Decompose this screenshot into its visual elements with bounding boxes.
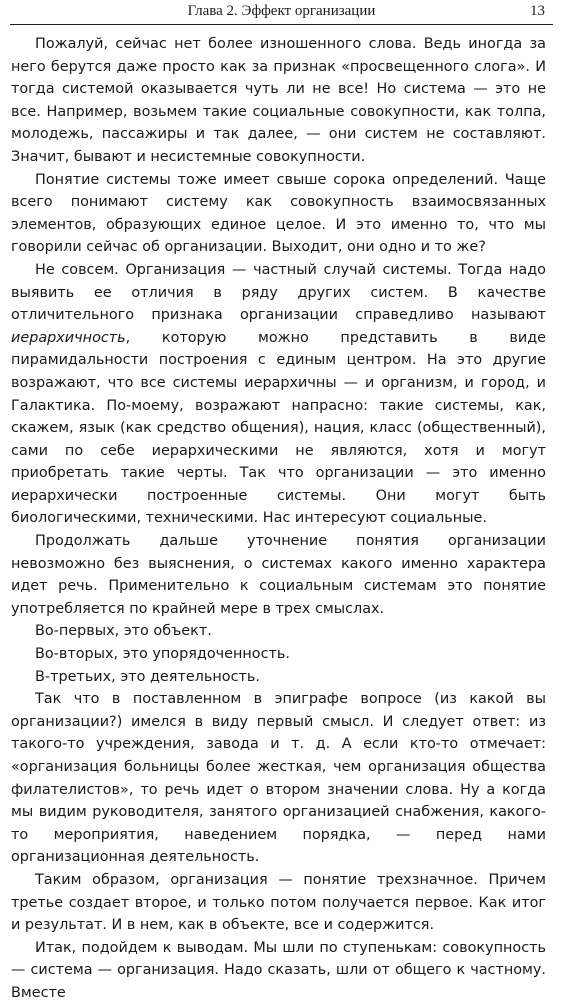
paragraph: Продолжать дальше уточнение понятия организации невозможно без выяснения, о системах какого именно характера идет речь. Применительно к социальным системам это понятие употребляется по крайней мере в трех смыслах. xyxy=(11,533,546,617)
chapter-title: Глава 2. Эффект организации xyxy=(187,3,376,19)
paragraph: Таким образом, организация — понятие трехзначное. Причем третье создает второе, и только потом получается первое. Как итог и результат. И в нем, как в объекте, все и содержится. xyxy=(11,871,546,934)
list-item: Во-вторых, это упорядоченность. xyxy=(35,646,290,663)
running-header xyxy=(10,0,553,25)
page-number: 13 xyxy=(530,3,545,19)
paragraph: Так что в поставленном в эпиграфе вопросе (из какой вы организации?) имелся в виду первый смысл. И следует ответ: из такого-то учреждения, завода и т. д. А если кто-то отмечает: «организация больницы более жесткая, чем организация общества филателистов», то речь идет о втором значении слова. Ну а когда мы видим руководителя, занятого организацией снабжения, какого-то мероприятия, наведением порядка, — перед нами организационная деятельность. xyxy=(11,691,546,866)
emphasis-term: иерархичность xyxy=(11,329,126,346)
paragraph xyxy=(11,259,546,530)
paragraph: Понятие системы тоже имеет свыше сорока определений. Чаще всего понимают систему как совокупность взаимосвязанных элементов, образующих единое целое. И это именно то, что мы говорили сейчас об организации. Выходит, они одно и то же? xyxy=(11,171,546,256)
paragraph-text: Не совсем. Организация — частный случай системы. Тогда надо выявить ее отличия в ряду других систем. В качестве отличительного признака организации справедливо называют xyxy=(11,261,546,324)
paragraph: Итак, подойдем к выводам. Мы шли по ступенькам: совокупность — система — организация. Надо сказать, шли от общего к частному. Вместе xyxy=(11,939,546,1001)
paragraph: Пожалуй, сейчас нет более изношенного слова. Ведь иногда за него берутся даже просто как за признак «просвещенного слога». И тогда системой оказывается чуть ли не все! Но система — это не все. Например, возьмем такие социальные совокупности, как толпа, молодежь, пассажиры и так далее, — они систем не составляют. Значит, бывают и несистемные совокупности. xyxy=(11,36,546,165)
list-item: Во-первых, это объект. xyxy=(35,623,212,640)
body-text xyxy=(11,33,546,1005)
list-item: В-третьих, это деятельность. xyxy=(35,668,260,685)
paragraph-text: , которую можно представить в виде пирамидальности построения с единым центром. На это другие возражают, что все системы иерархичны — и организм, и город, и Галактика. По-моему, возражают напрасно: такие системы, как, скажем, язык (как средство общения), нация, класс (общественный), сами по себе иерархическими не являются, хотя и могут приобретать такие черты. Так что организации — это именно иерархически построенные системы. Они могут быть биологическими, техническими. Нас интересуют социальные. xyxy=(11,329,546,527)
